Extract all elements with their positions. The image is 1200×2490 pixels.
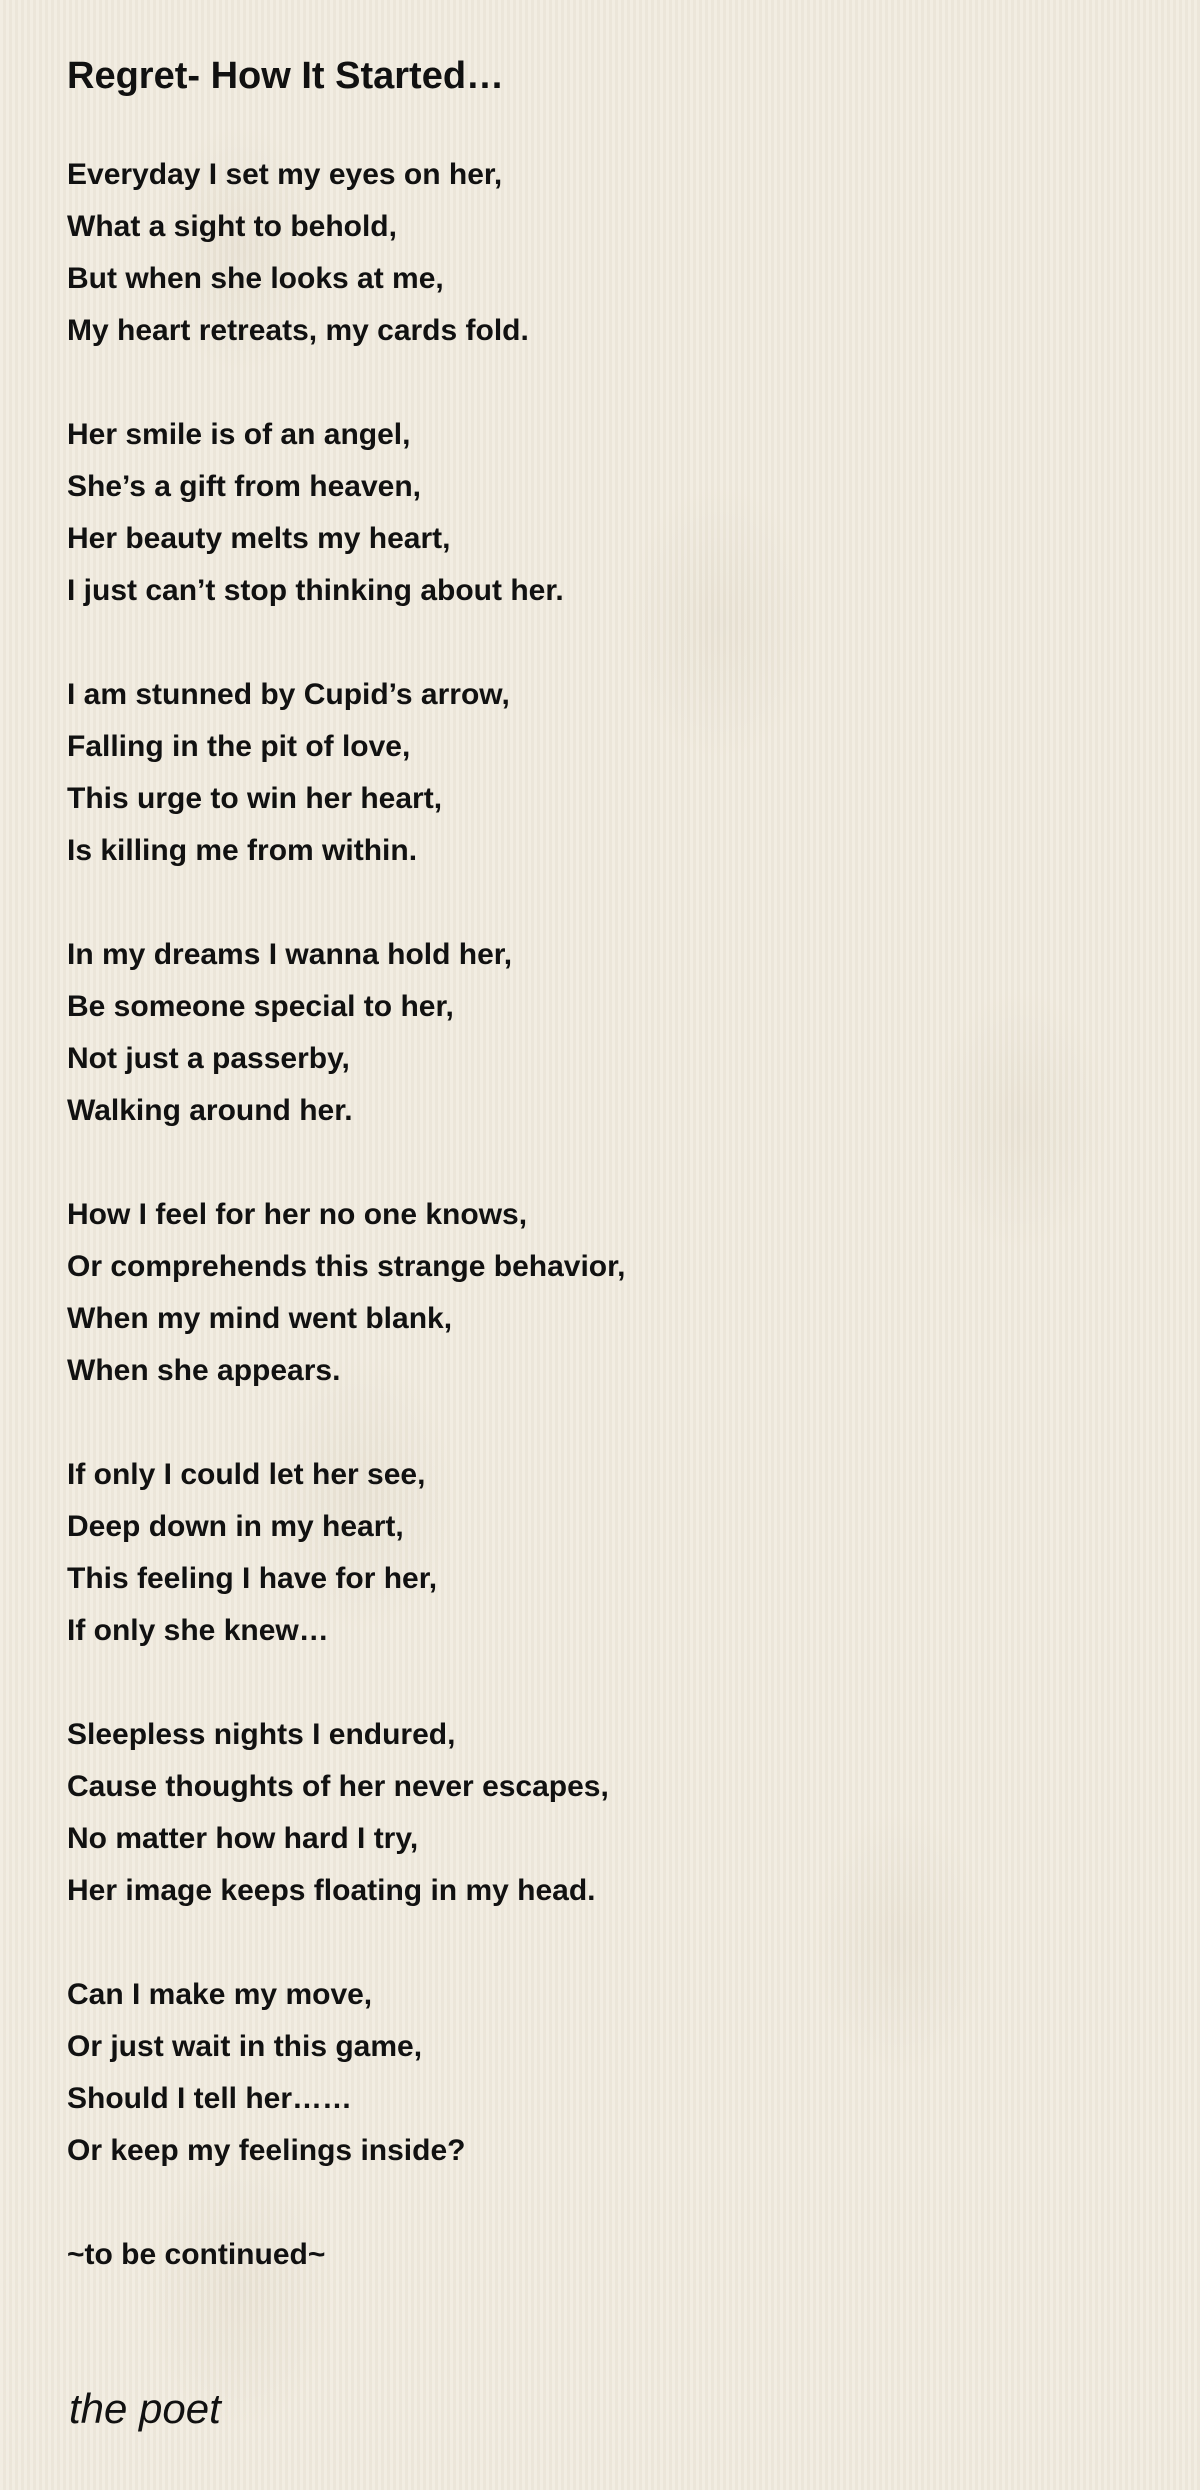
poem-body: [67, 149, 1147, 2281]
author-signature: the poet: [69, 2385, 221, 2432]
poem-title: Regret- How It Started…: [67, 55, 505, 97]
poem-line: I just can’t stop thinking about her.: [67, 574, 564, 607]
poem-line: She’s a gift from heaven,: [67, 470, 421, 503]
closing-line: ~to be continued~: [67, 2238, 326, 2271]
stanza: [67, 1449, 1147, 1657]
poem-line: Falling in the pit of love,: [67, 730, 411, 763]
poem-line: Her beauty melts my heart,: [67, 522, 451, 555]
poem-line: In my dreams I wanna hold her,: [67, 938, 513, 971]
poem-line: Can I make my move,: [67, 1978, 373, 2011]
poem-line: Is killing me from within.: [67, 834, 418, 867]
stanza: [67, 1189, 1147, 1397]
poem-line: Or comprehends this strange behavior,: [67, 1250, 626, 1283]
poem-line: This urge to win her heart,: [67, 782, 443, 815]
poem-line: Or just wait in this game,: [67, 2030, 423, 2063]
poem-line: What a sight to behold,: [67, 210, 397, 243]
poem-line: If only she knew…: [67, 1614, 329, 1647]
poem-line: Be someone special to her,: [67, 990, 454, 1023]
poem-line: My heart retreats, my cards fold.: [67, 314, 529, 347]
poem-line: Her smile is of an angel,: [67, 418, 411, 451]
poem-line: Walking around her.: [67, 1094, 353, 1127]
poem-page: [67, 50, 1147, 2281]
stanza: [67, 149, 1147, 357]
poem-line: Should I tell her……: [67, 2082, 353, 2115]
stanza: [67, 1969, 1147, 2177]
poem-line: When my mind went blank,: [67, 1302, 453, 1335]
stanza: [67, 929, 1147, 1137]
poem-line: How I feel for her no one knows,: [67, 1198, 528, 1231]
stanza: [67, 1709, 1147, 1917]
poem-line: When she appears.: [67, 1354, 341, 1387]
stanza: [67, 669, 1147, 877]
poem-line: This feeling I have for her,: [67, 1562, 438, 1595]
poem-line: Not just a passerby,: [67, 1042, 350, 1075]
poem-line: If only I could let her see,: [67, 1458, 426, 1491]
poem-line: Cause thoughts of her never escapes,: [67, 1770, 609, 1803]
poem-line: No matter how hard I try,: [67, 1822, 419, 1855]
poem-line: Or keep my feelings inside?: [67, 2134, 466, 2167]
poem-line: Deep down in my heart,: [67, 1510, 404, 1543]
stanza: [67, 409, 1147, 617]
poem-line: I am stunned by Cupid’s arrow,: [67, 678, 510, 711]
poem-line: Her image keeps floating in my head.: [67, 1874, 596, 1907]
poem-line: But when she looks at me,: [67, 262, 444, 295]
poem-line: Sleepless nights I endured,: [67, 1718, 456, 1751]
poem-line: Everyday I set my eyes on her,: [67, 158, 503, 191]
